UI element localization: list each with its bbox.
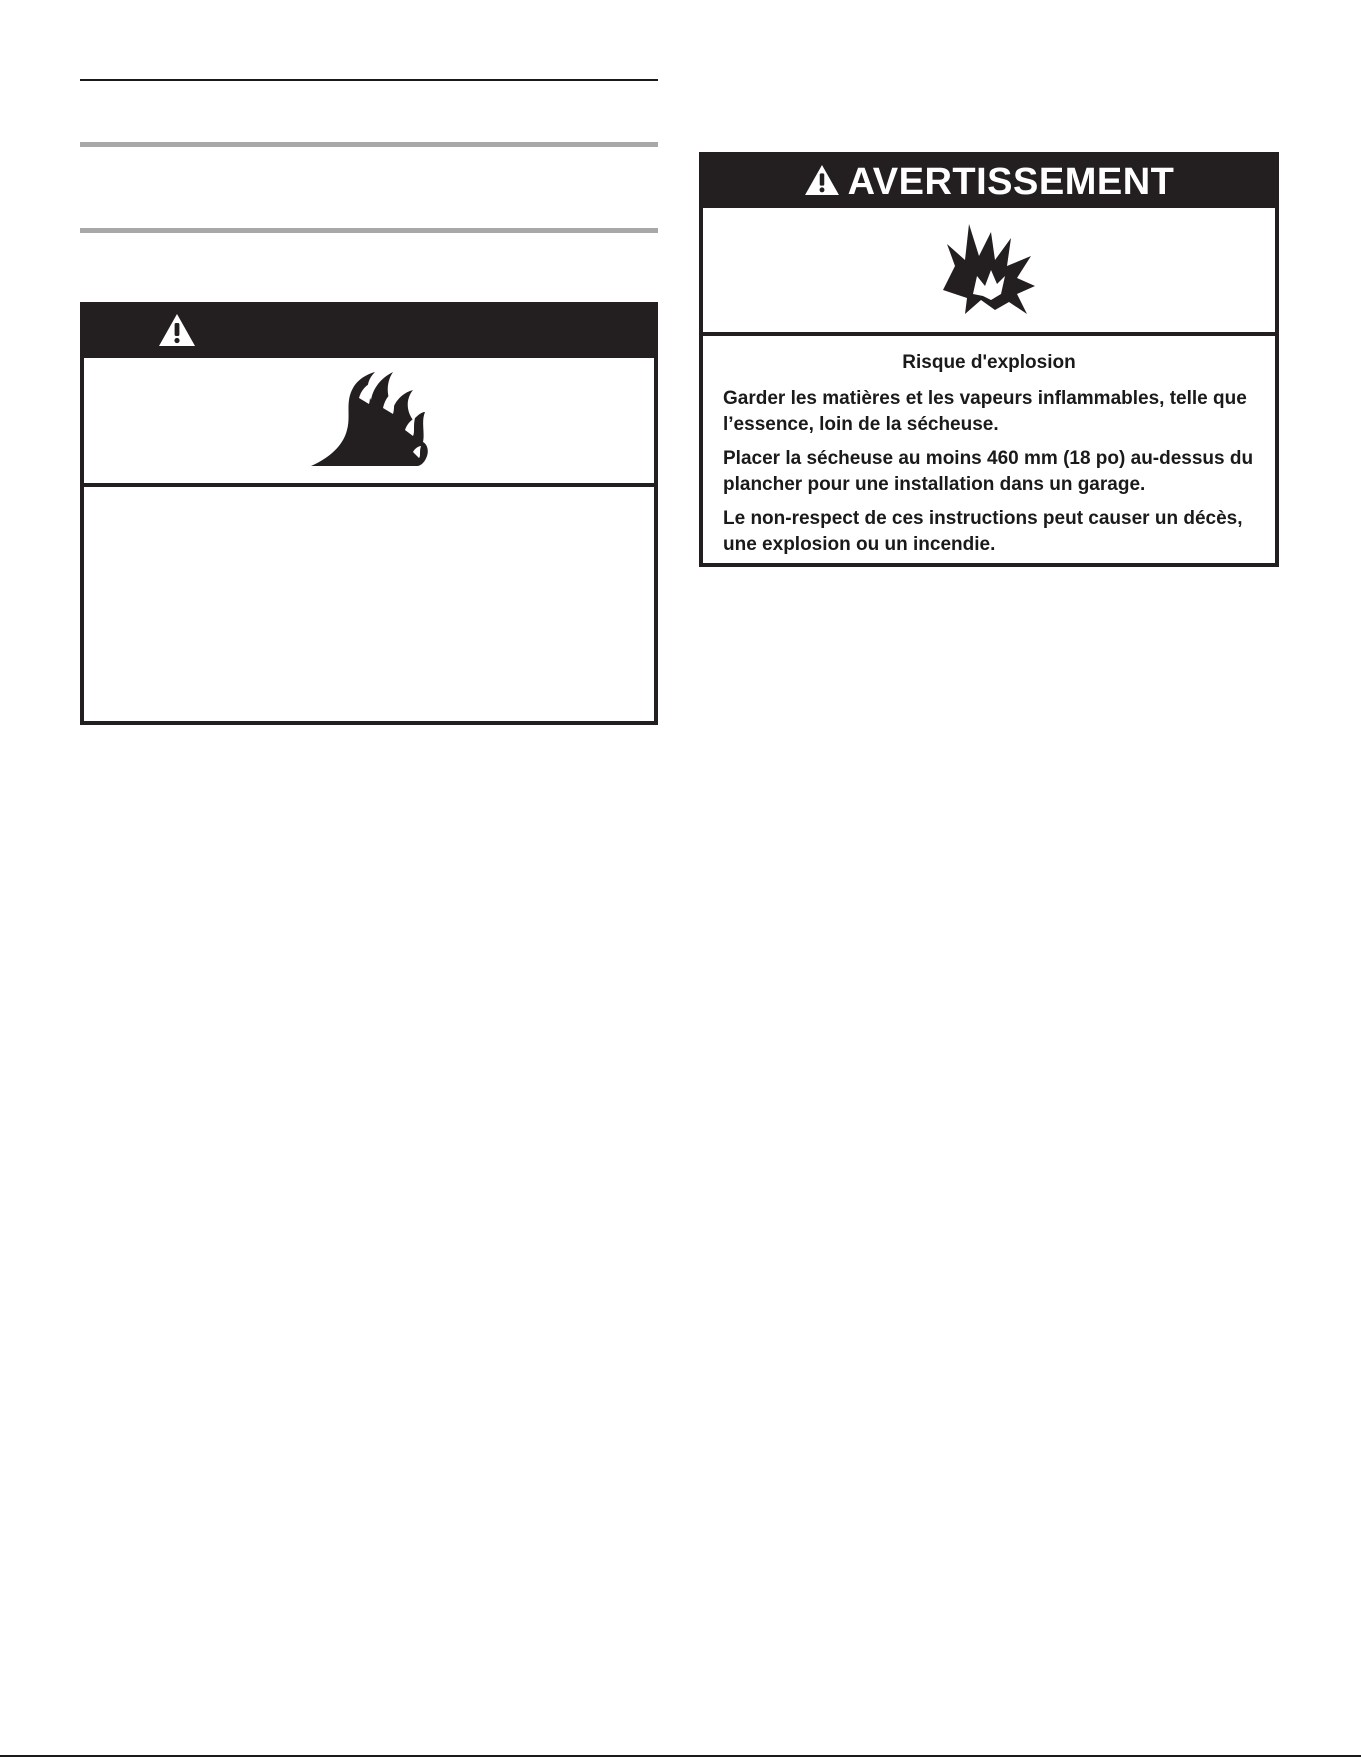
section-rule	[80, 142, 658, 147]
warning-divider	[84, 483, 654, 487]
warning-text: Placer la sécheuse au moins 460 mm (18 po) au-dessus du plancher pour une installation dans un garage.	[723, 448, 1254, 495]
warning-text: Le non-respect de ces instructions peut causer un décès, une explosion ou un incendie.	[723, 508, 1243, 555]
warning-header	[703, 156, 1275, 208]
explosion-warning-box	[699, 152, 1279, 567]
fire-warning-box	[80, 302, 658, 725]
explosion-icon	[939, 220, 1039, 321]
pictogram-area	[84, 358, 654, 483]
warning-text: Garder les matières et les vapeurs inflammables, telle que l’essence, loin de la sécheuse.	[723, 388, 1247, 435]
warning-body	[703, 336, 1275, 558]
bottom-rule	[0, 1755, 1361, 1757]
section-rule	[80, 228, 658, 233]
top-rule	[80, 79, 658, 81]
hazard-name: Risque d'explosion	[902, 352, 1076, 373]
pictogram-area	[703, 208, 1275, 332]
signal-word: AVERTISSEMENT	[847, 161, 1175, 203]
warning-header	[84, 306, 654, 358]
fire-icon	[309, 368, 429, 473]
warning-triangle-icon	[804, 164, 840, 201]
warning-triangle-icon	[158, 313, 196, 352]
